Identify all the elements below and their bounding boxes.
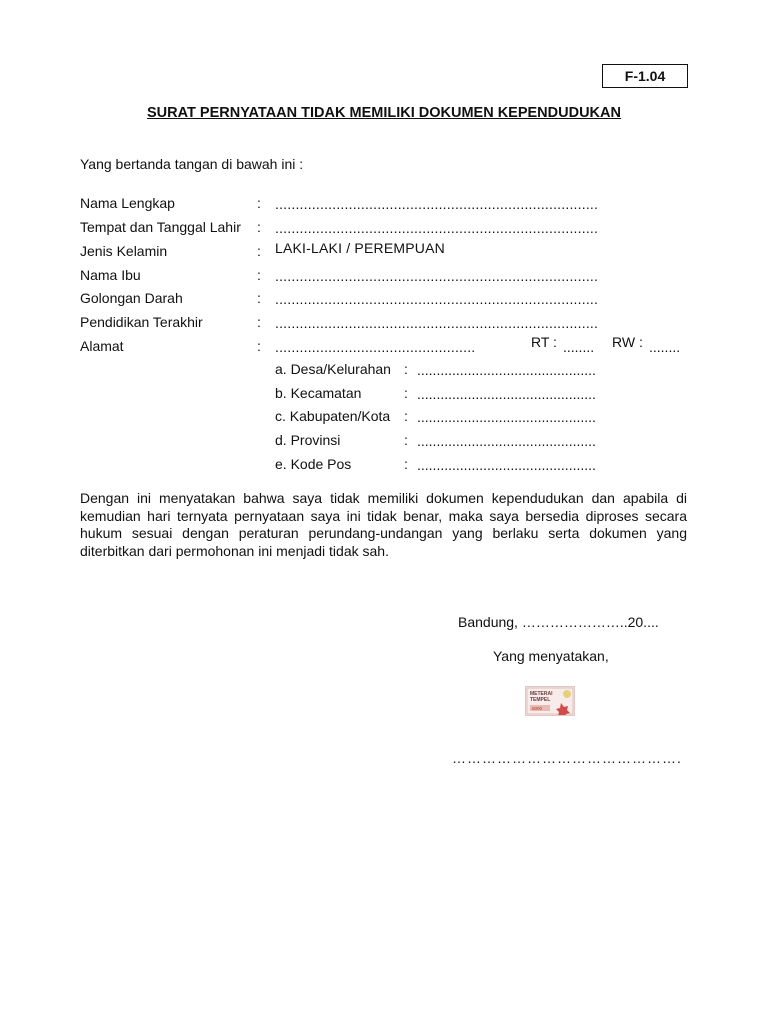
field-colon: : (257, 338, 261, 354)
field-value-pendidikan-terakhir[interactable]: ............................................................................... (275, 315, 599, 331)
stater-label: Yang menyatakan, (493, 648, 609, 664)
field-value-nama-lengkap[interactable]: ............................................................................... (275, 196, 599, 212)
address-colon: : (404, 385, 408, 401)
meterai-stamp (525, 686, 575, 716)
field-value-jenis-kelamin[interactable]: LAKI-LAKI / PEREMPUAN (275, 240, 445, 256)
field-label-jenis-kelamin: Jenis Kelamin (80, 243, 168, 259)
field-label-nama-ibu: Nama Ibu (80, 267, 141, 283)
field-colon: : (257, 290, 261, 306)
field-value-tempat-tanggal-lahir[interactable]: ............................................................................... (275, 220, 599, 236)
rw-label: RW : (612, 334, 643, 350)
field-label-golongan-darah: Golongan Darah (80, 290, 183, 306)
address-colon: : (404, 408, 408, 424)
field-colon: : (257, 219, 261, 235)
meterai-stamp-graphic (526, 687, 574, 715)
signature-line[interactable]: ………………………………………. (452, 750, 682, 766)
field-colon: : (257, 314, 261, 330)
address-value-kecamatan[interactable]: .............................................. (417, 386, 596, 402)
field-label-nama-lengkap: Nama Lengkap (80, 195, 175, 211)
field-value-golongan-darah[interactable]: ............................................................................... (275, 291, 599, 307)
field-colon: : (257, 243, 261, 259)
address-colon: : (404, 456, 408, 472)
form-code-box: F-1.04 (602, 64, 688, 88)
address-value-kabupaten[interactable]: .............................................. (417, 409, 596, 425)
stamp-line-2: TEMPEL (530, 697, 551, 703)
document-title: SURAT PERNYATAAN TIDAK MEMILIKI DOKUMEN KEPENDUDUKAN (147, 105, 621, 121)
address-colon: : (404, 432, 408, 448)
address-label-kecamatan: b. Kecamatan (275, 385, 362, 401)
address-label-provinsi: d. Provinsi (275, 432, 341, 448)
address-label-kabupaten: c. Kabupaten/Kota (275, 408, 391, 424)
field-label-pendidikan-terakhir: Pendidikan Terakhir (80, 314, 203, 330)
rt-label: RT : (531, 334, 557, 350)
rt-value[interactable]: ........ (563, 339, 595, 355)
field-colon: : (257, 195, 261, 211)
address-value-kode-pos[interactable]: .............................................. (417, 457, 596, 473)
stamp-line-1: METERAI (530, 691, 553, 697)
rw-value[interactable]: ........ (649, 339, 681, 355)
address-value-desa[interactable]: .............................................. (417, 362, 596, 378)
place-date[interactable]: Bandung, …………………..20.... (458, 614, 659, 630)
intro-text: Yang bertanda tangan di bawah ini : (80, 156, 304, 172)
field-colon: : (257, 267, 261, 283)
address-label-desa: a. Desa/Kelurahan (275, 361, 391, 377)
address-colon: : (404, 361, 408, 377)
field-value-alamat[interactable]: ................................................. (275, 339, 476, 355)
statement-paragraph: Dengan ini menyatakan bahwa saya tidak memiliki dokumen kependudukan dan apabila di kemudian hari ternyata pernyataan saya ini tidak benar, maka saya bersedia diproses secara hukum sesuai dengan peraturan perundang-undangan yang berlaku serta dokumen yang diterbitkan dari permohonan ini menjadi tidak sah. (80, 490, 687, 559)
stamp-emblem-icon (563, 690, 571, 698)
field-value-nama-ibu[interactable]: ............................................................................... (275, 268, 599, 284)
address-label-kode-pos: e. Kode Pos (275, 456, 352, 472)
field-label-tempat-tanggal-lahir: Tempat dan Tanggal Lahir (80, 219, 241, 235)
field-label-alamat: Alamat (80, 338, 124, 354)
stamp-line-3: 6000 (532, 706, 543, 711)
address-value-provinsi[interactable]: .............................................. (417, 433, 596, 449)
